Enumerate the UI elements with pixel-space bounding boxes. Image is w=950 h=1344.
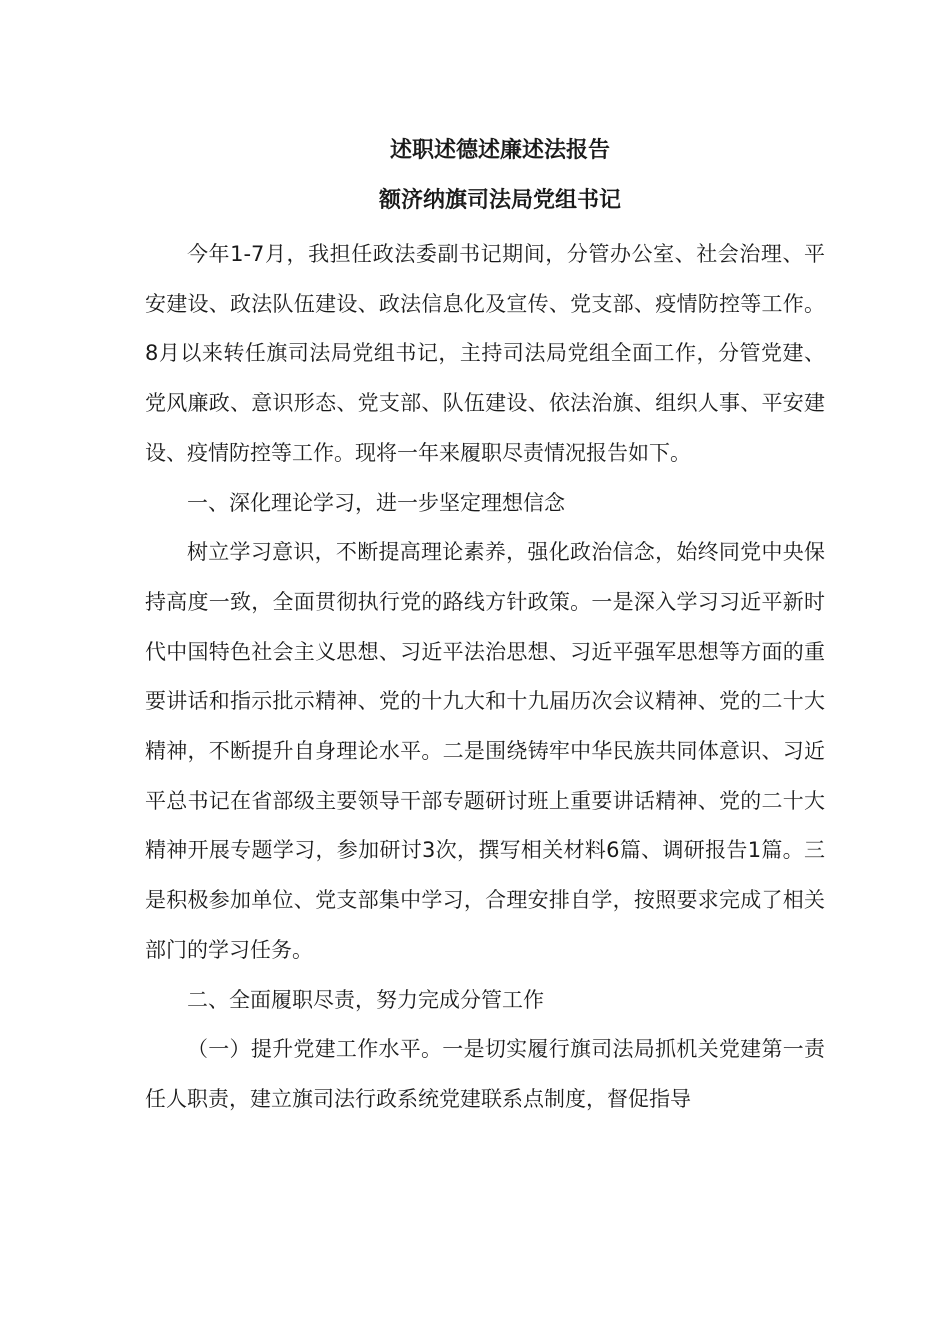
section-heading-2: 二、全面履职尽责，努力完成分管工作: [187, 987, 544, 1012]
document-title: 述职述德述廉述法报告: [389, 138, 610, 163]
section-heading-1: 一、深化理论学习，进一步坚定理想信念: [187, 490, 565, 515]
paragraph-section-1: 树立学习意识，不断提高理论素养，强化政治信念，始终同党中央保持高度一致，全面贯彻执行党的路线方针政策。一是深入学习习近平新时代中国特色社会主义思想、习近平法治思想、习近平强军思想等方面的重要讲话和指示批示精神、党的十九大和十九届历次会议精神、党的二十大精神，不断提升自身理论水平。二是围绕铸牢中华民族共同体意识、习近平总书记在省部级主要领导干部专题研讨班上重要讲话精神、党的二十大精神开展专题学习，参加研讨3次，撰写相关材料6篇、调研报告1篇。三是积极参加单位、党支部集中学习，合理安排自学，按照要求完成了相关部门的学习任务。: [145, 540, 825, 962]
paragraph-section-2-1: （一）提升党建工作水平。一是切实履行旗司法局抓机关党建第一责任人职责，建立旗司法行政系统党建联系点制度，督促指导: [145, 1037, 825, 1111]
document-subtitle: 额济纳旗司法局党组书记: [378, 188, 621, 213]
paragraph-intro: 今年1-7月，我担任政法委副书记期间，分管办公室、社会治理、平安建设、政法队伍建设、政法信息化及宣传、党支部、疫情防控等工作。8月以来转任旗司法局党组书记，主持司法局党组全面工作，分管党建、党风廉政、意识形态、党支部、队伍建设、依法治旗、组织人事、平安建设、疫情防控等工作。现将一年来履职尽责情况报告如下。: [145, 242, 825, 465]
document-body: [145, 230, 825, 1125]
